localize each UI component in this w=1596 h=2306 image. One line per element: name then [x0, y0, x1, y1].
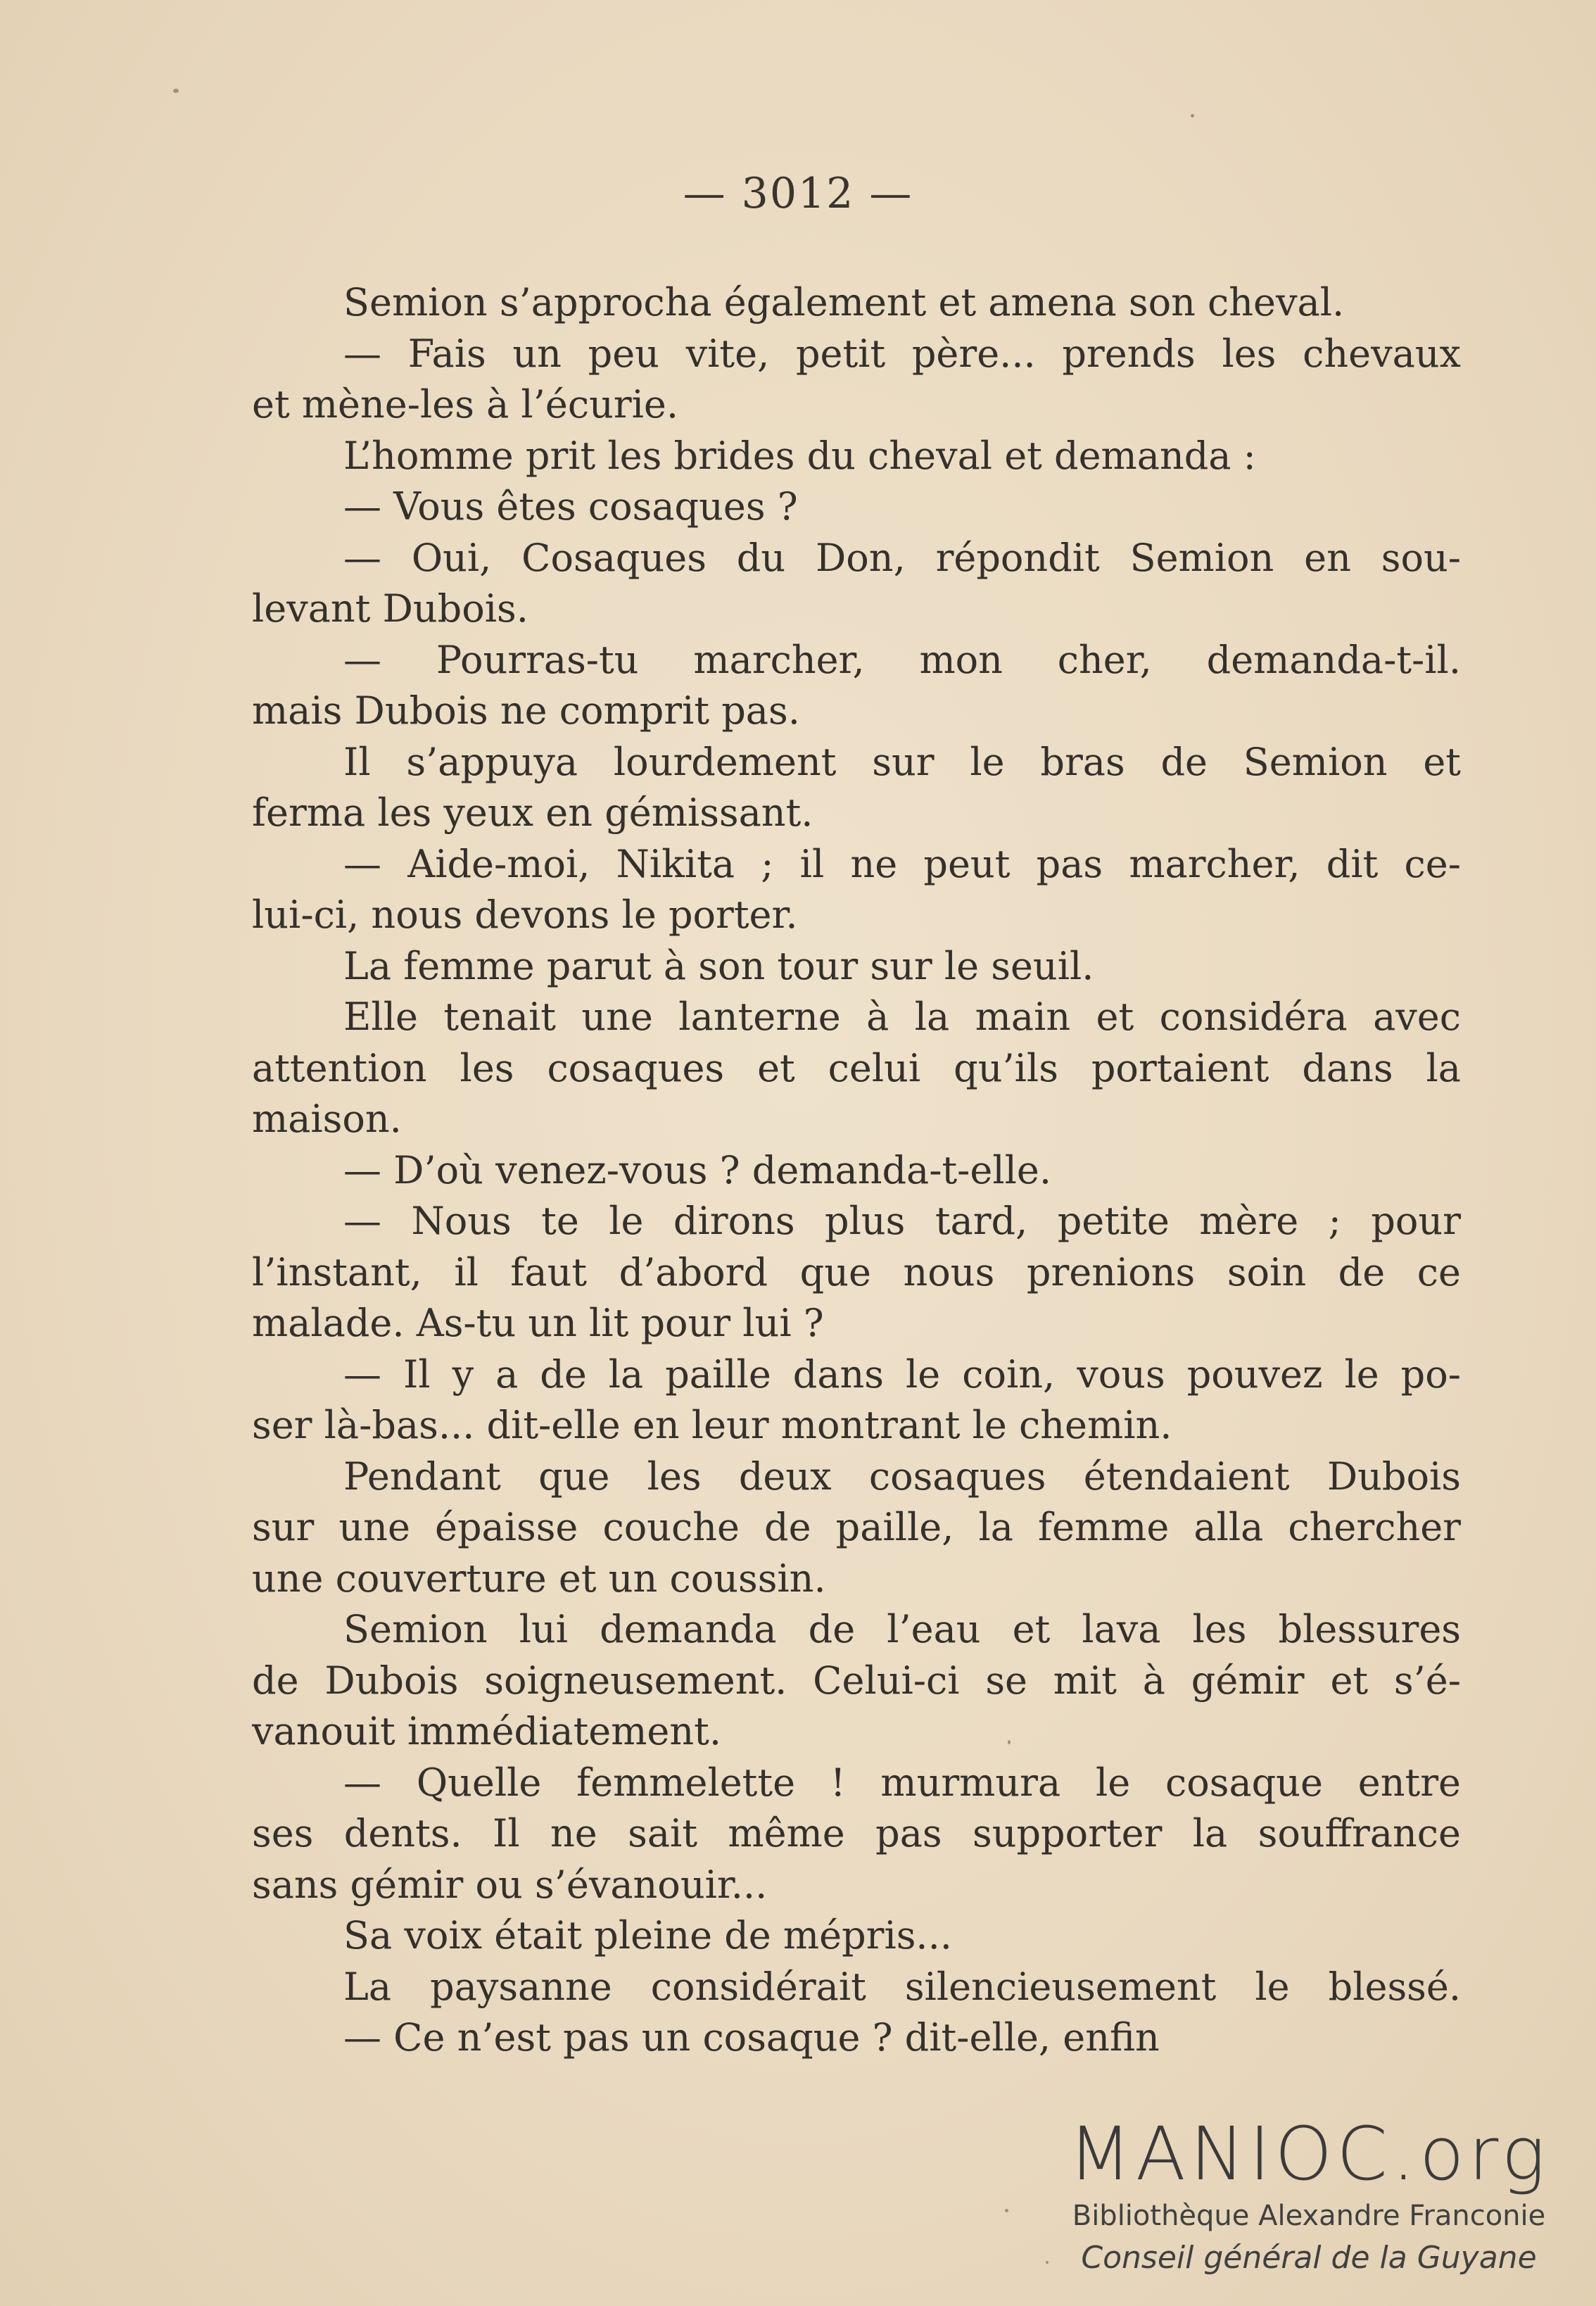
- text-line: ser là-bas... dit-elle en leur montrant le chemin.: [252, 1403, 1172, 1447]
- text-line: Sa voix était pleine de mépris...: [343, 1913, 952, 1958]
- text-line: La femme parut à son tour sur le seuil.: [343, 943, 1094, 988]
- text-line: — D’où venez-vous ? demanda-t-elle.: [343, 1147, 1052, 1192]
- text-line: levant Dubois.: [252, 586, 528, 631]
- text-line: — Pourras-tu marcher, mon cher, demanda-t-il.: [343, 637, 1461, 682]
- text-line: — Nous te le dirons plus tard, petite mère ; pour: [343, 1199, 1461, 1243]
- text-line: sans gémir ou s’évanouir...: [252, 1862, 768, 1907]
- text-line: attention les cosaques et celui qu’ils portaient dans la: [252, 1045, 1461, 1090]
- text-line: vanouit immédiatement.: [252, 1709, 722, 1753]
- library-name: Bibliothèque Alexandre Franconie: [1072, 2200, 1546, 2232]
- text-line: lui-ci, nous devons le porter.: [252, 893, 798, 937]
- council-name: Conseil général de la Guyane: [1081, 2240, 1537, 2276]
- body-text: [252, 277, 1461, 2064]
- text-line: Semion lui demanda de l’eau et lava les blessures: [343, 1607, 1461, 1651]
- paper-speck: [1005, 2209, 1008, 2212]
- text-line: — Ce n’est pas un cosaque ? dit-elle, enfin: [343, 2015, 1160, 2060]
- text-line: — Vous êtes cosaques ?: [343, 484, 798, 529]
- text-line: une couverture et un coussin.: [252, 1556, 826, 1601]
- paper-speck: [1008, 1740, 1011, 1744]
- manioc-watermark: [1056, 2112, 1562, 2281]
- text-line: ferma les yeux en gémissant.: [252, 790, 813, 835]
- text-line: Pendant que les deux cosaques étendaient Dubois: [343, 1454, 1461, 1499]
- paper-speck: [1191, 114, 1194, 118]
- text-line: malade. As-tu un lit pour lui ?: [252, 1301, 824, 1345]
- text-line: maison.: [252, 1097, 402, 1141]
- text-line: L’homme prit les brides du cheval et demanda :: [343, 433, 1256, 478]
- text-line: — Fais un peu vite, petit père... prends les chevaux: [343, 331, 1461, 376]
- text-line: mais Dubois ne comprit pas.: [252, 688, 800, 733]
- text-line: l’instant, il faut d’abord que nous prenions soin de ce: [252, 1249, 1461, 1294]
- text-line: et mène-les à l’écurie.: [252, 382, 679, 427]
- text-line: — Oui, Cosaques du Don, répondit Semion en sou-: [343, 535, 1461, 580]
- text-line: — Aide-moi, Nikita ; il ne peut pas marcher, dit ce-: [343, 841, 1461, 886]
- text-line: La paysanne considérait silencieusement le blessé.: [343, 1964, 1461, 2009]
- text-line: sur une épaisse couche de paille, la femme alla chercher: [252, 1505, 1461, 1549]
- text-line: de Dubois soigneusement. Celui-ci se mit à gémir et s’é-: [252, 1658, 1461, 1703]
- text-line: Elle tenait une lanterne à la main et considéra avec: [343, 995, 1461, 1039]
- text-line: Il s’appuya lourdement sur le bras de Semion et: [343, 739, 1461, 784]
- paper-speck: [1046, 2261, 1049, 2264]
- paper-speck: [173, 89, 179, 93]
- text-line: ses dents. Il ne sait même pas supporter la souffrance: [252, 1811, 1461, 1855]
- manioc-logo: MANIOC.org: [1068, 2111, 1550, 2197]
- text-line: — Il y a de la paille dans le coin, vous pouvez le po-: [343, 1352, 1461, 1397]
- text-line: — Quelle femmelette ! murmura le cosaque entre: [343, 1760, 1461, 1805]
- page-number: — 3012 —: [683, 169, 913, 218]
- text-line: Semion s’approcha également et amena son cheval.: [343, 280, 1345, 325]
